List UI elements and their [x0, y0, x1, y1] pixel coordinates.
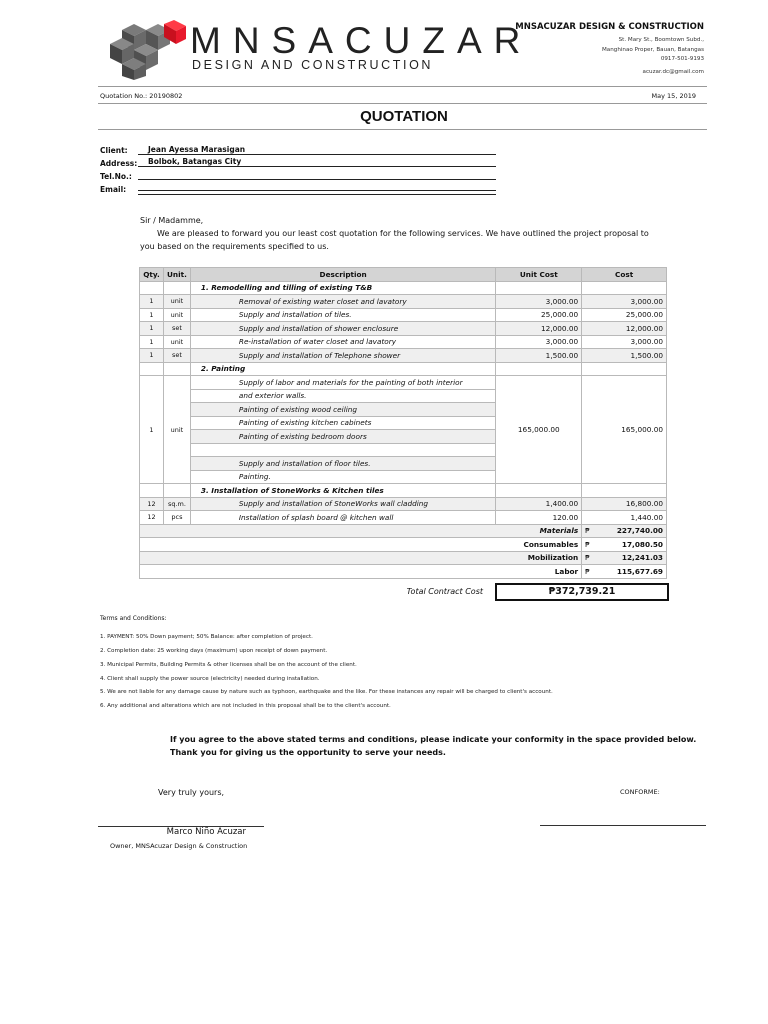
table-row	[140, 322, 667, 336]
client-label: Client:	[100, 146, 128, 155]
brand-subtitle: DESIGN AND CONSTRUCTION	[192, 58, 434, 72]
term-item: 5. We are not liable for any damage cause by nature such as typhoon, earthquake and the like. For these instances any repair will be charged to client's account.	[100, 689, 553, 695]
row-qty: 1	[140, 376, 164, 484]
section-1-title: 1. Remodelling and tilling of existing T&B	[190, 281, 496, 295]
row-qty: 1	[140, 308, 164, 322]
email-value	[138, 181, 496, 191]
row-description	[190, 443, 496, 457]
brand-name: MNSACUZAR	[190, 20, 533, 61]
col-unit-header: Unit.	[163, 268, 190, 282]
row-description: Painting.	[190, 470, 496, 484]
row-unit: sq.m.	[163, 497, 190, 511]
tel-value	[138, 170, 496, 180]
row-description: Supply and installation of shower enclosure	[190, 322, 496, 336]
summary-label: Mobilization	[140, 551, 582, 565]
term-item: 2. Completion date: 25 working days (maximum) upon receipt of down payment.	[100, 648, 328, 654]
summary-row	[140, 565, 667, 579]
letter-line-2: you based on the requirements specified to us.	[140, 242, 329, 251]
email-label: Email:	[100, 185, 127, 194]
row-description: Supply and installation of Telephone shower	[190, 349, 496, 363]
conforme-label: CONFORME:	[620, 788, 660, 796]
section-heading-3	[140, 484, 667, 498]
letter-line-1: We are pleased to forward you our least cost quotation for the following services. We have outlined the project proposal to	[157, 229, 649, 238]
table-row	[140, 308, 667, 322]
table-header-row	[140, 268, 667, 282]
row-cost: 12,000.00	[582, 322, 667, 336]
company-address-2: Manghinao Proper, Bauan, Batangas	[601, 47, 704, 53]
header-rule	[98, 86, 707, 87]
section-3-title: 3. Installation of StoneWorks & Kitchen tiles	[190, 484, 496, 498]
row-cost: 1,440.00	[582, 511, 667, 525]
row-description: Supply and installation of floor tiles.	[190, 457, 496, 471]
row-unit-cost: 1,500.00	[496, 349, 582, 363]
subheader-rule	[98, 103, 707, 104]
table-row	[140, 497, 667, 511]
summary-value	[582, 524, 667, 538]
row-unit: unit	[163, 335, 190, 349]
row-unit: set	[163, 322, 190, 336]
row-unit: unit	[163, 376, 190, 484]
row-qty: 1	[140, 295, 164, 309]
col-description-header: Description	[190, 268, 496, 282]
term-item: 3. Municipal Permits, Building Permits & other licenses shall be on the account of the client.	[100, 662, 357, 668]
page-title: QUOTATION	[360, 108, 448, 125]
row-qty: 1	[140, 349, 164, 363]
term-item: 4. Client shall supply the power source (electricity) needed during installation.	[100, 676, 320, 682]
summary-row	[140, 524, 667, 538]
summary-row	[140, 538, 667, 552]
summary-value	[582, 551, 667, 565]
row-unit-cost: 3,000.00	[496, 295, 582, 309]
row-unit: unit	[163, 295, 190, 309]
total-value: ₱372,739.21	[495, 583, 669, 601]
row-unit-cost: 12,000.00	[496, 322, 582, 336]
row-description: and exterior walls.	[190, 389, 496, 403]
peso-sign: ₱	[585, 539, 590, 549]
section-heading-1	[140, 281, 667, 295]
row-description: Painting of existing wood ceiling	[190, 403, 496, 417]
agreement-line-2: Thank you for giving us the opportunity to serve your needs.	[170, 748, 446, 757]
row-unit: unit	[163, 308, 190, 322]
summary-amount: 12,241.03	[621, 553, 663, 563]
col-qty-header: Qty.	[140, 268, 164, 282]
row-description: Painting of existing kitchen cabinets	[190, 416, 496, 430]
table-row	[140, 295, 667, 309]
agreement-line-1: If you agree to the above stated terms and conditions, please indicate your conformity in the space provided below.	[170, 735, 697, 744]
signer-name: Marco Niño Acuzar	[166, 827, 246, 837]
summary-amount: 17,080.50	[621, 539, 663, 549]
logo-cubes-icon	[110, 20, 186, 80]
signer-title: Owner, MNSAcuzar Design & Construction	[110, 842, 248, 850]
quotation-date: May 15, 2019	[651, 92, 696, 100]
blank-field-line	[138, 194, 496, 195]
section-heading-2	[140, 362, 667, 376]
summary-amount: 227,740.00	[616, 526, 663, 536]
summary-value	[582, 538, 667, 552]
table-row	[140, 511, 667, 525]
row-unit-cost: 165,000.00	[496, 376, 582, 484]
summary-row	[140, 551, 667, 565]
conforme-signature-line	[540, 825, 706, 826]
row-cost: 25,000.00	[582, 308, 667, 322]
col-unit-cost-header: Unit Cost	[496, 268, 582, 282]
table-row	[140, 335, 667, 349]
row-qty: 1	[140, 335, 164, 349]
peso-sign: ₱	[585, 526, 590, 536]
company-phone: 0917-501-9193	[660, 56, 704, 62]
summary-value	[582, 565, 667, 579]
summary-label: Consumables	[140, 538, 582, 552]
row-unit-cost: 120.00	[496, 511, 582, 525]
company-logo	[108, 20, 188, 80]
title-rule	[98, 129, 707, 130]
row-description: Removal of existing water closet and lavatory	[190, 295, 496, 309]
company-name: MNSACUZAR DESIGN & CONSTRUCTION	[515, 22, 704, 32]
row-description: Supply of labor and materials for the painting of both interior	[190, 376, 496, 390]
client-value: Jean Ayessa Marasigan	[138, 145, 496, 155]
company-email: acuzar.dc@gmail.com	[642, 69, 704, 75]
row-qty: 12	[140, 497, 164, 511]
total-label: Total Contract Cost	[406, 587, 483, 596]
terms-heading: Terms and Conditions:	[100, 615, 167, 622]
row-qty: 1	[140, 322, 164, 336]
row-cost: 165,000.00	[582, 376, 667, 484]
table-row	[140, 349, 667, 363]
regards: Very truly yours,	[158, 788, 225, 797]
row-unit: set	[163, 349, 190, 363]
tel-label: Tel.No.:	[100, 172, 132, 181]
row-unit-cost: 3,000.00	[496, 335, 582, 349]
summary-label: Materials	[140, 524, 582, 538]
address-label: Address:	[100, 159, 138, 168]
row-description: Re-installation of water closet and lavatory	[190, 335, 496, 349]
quotation-table	[139, 267, 667, 579]
quotation-number: Quotation No.: 20190802	[100, 92, 183, 100]
row-description: Supply and installation of tiles.	[190, 308, 496, 322]
peso-sign: ₱	[585, 553, 590, 563]
row-unit-cost: 25,000.00	[496, 308, 582, 322]
summary-label: Labor	[140, 565, 582, 579]
row-unit: pcs	[163, 511, 190, 525]
peso-sign: ₱	[585, 566, 590, 576]
summary-amount: 115,677.69	[616, 566, 663, 576]
row-cost: 3,000.00	[582, 335, 667, 349]
col-cost-header: Cost	[582, 268, 667, 282]
section-2-title: 2. Painting	[190, 362, 496, 376]
row-qty: 12	[140, 511, 164, 525]
row-description: Supply and installation of StoneWorks wall cladding	[190, 497, 496, 511]
row-unit-cost: 1,400.00	[496, 497, 582, 511]
table-row	[140, 376, 667, 390]
row-cost: 1,500.00	[582, 349, 667, 363]
company-address-1: St. Mary St., Boomtown Subd.,	[618, 37, 704, 43]
salutation: Sir / Madamme,	[140, 216, 204, 225]
row-cost: 16,800.00	[582, 497, 667, 511]
address-value: Bolbok, Batangas City	[138, 157, 496, 167]
term-item: 1. PAYMENT: 50% Down payment; 50% Balance: after completion of project.	[100, 634, 313, 640]
row-cost: 3,000.00	[582, 295, 667, 309]
term-item: 6. Any additional and alterations which are not included in this proposal shall be to the client's account.	[100, 703, 391, 709]
row-description: Painting of existing bedroom doors	[190, 430, 496, 444]
row-description: Installation of splash board @ kitchen wall	[190, 511, 496, 525]
